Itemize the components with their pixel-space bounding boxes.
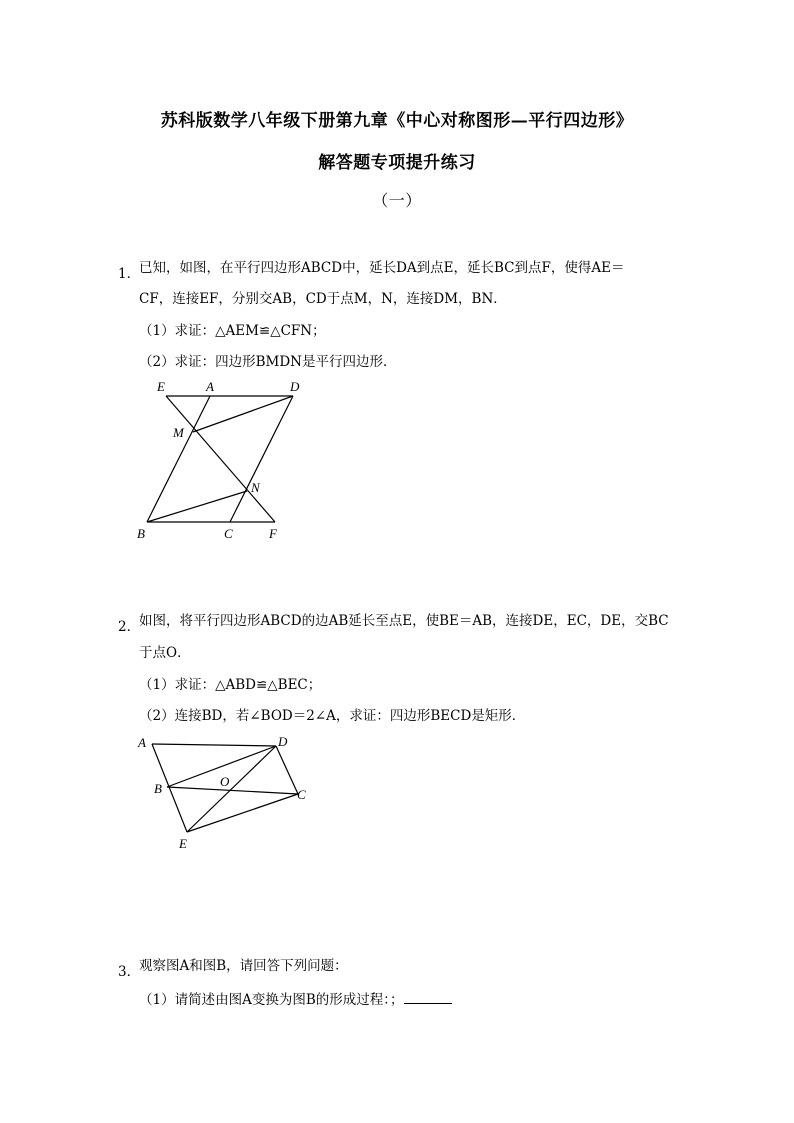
page-title: 苏科版数学八年级下册第九章《中心对称图形—平行四边形》 (160, 111, 634, 131)
point-label-o: O (220, 774, 230, 789)
segment-ad (152, 744, 276, 746)
point-label-e: E (157, 379, 165, 394)
problem-part: （1）求证：△AEM≌△CFN； (139, 323, 326, 339)
problem-part (139, 991, 452, 1008)
problem-number: 1． (118, 266, 141, 282)
segment-ec (187, 794, 298, 832)
point-label-a: A (206, 379, 214, 394)
point-label-e: E (179, 836, 187, 851)
problem-number: 3． (118, 964, 141, 980)
point-label-m: M (173, 425, 184, 440)
point-label-b: B (154, 781, 162, 796)
problem-part-text: （1）请简述由图A变换为图B的形成过程：； (139, 992, 404, 1008)
problem-part: （1）求证：△ABD≌△BEC； (139, 677, 322, 693)
point-label-c: C (224, 526, 233, 541)
figure-parallelogram-abcd-extended (130, 728, 330, 858)
figure-parallelogram-abcd (120, 370, 320, 550)
section-number: （一） (372, 191, 422, 210)
answer-blank[interactable] (404, 991, 452, 1004)
point-label-c: C (297, 787, 306, 802)
point-label-d: D (290, 379, 300, 394)
point-label-d: D (278, 734, 288, 749)
problem-text-line: 于点O． (139, 645, 191, 661)
segment-dc (276, 746, 298, 794)
page-subtitle: 解答题专项提升练习 (318, 153, 476, 173)
problem-text-line: 已知，如图，在平行四边形ABCD中，延长DA到点E，延长BC到点F，使得AE＝ (139, 260, 625, 276)
segment-ef (166, 396, 275, 522)
problem-text-line: 如图，将平行四边形ABCD的边AB延长至点E，使BE＝AB，连接DE，EC，DE，交BC (139, 613, 669, 629)
point-label-a: A (138, 735, 146, 750)
point-label-n: N (251, 480, 260, 495)
problem-part: （2）求证：四边形BMDN是平行四边形． (139, 354, 397, 370)
segment-ba (147, 396, 210, 522)
problem-number: 2． (118, 619, 141, 635)
point-label-f: F (269, 526, 277, 541)
problem-text-line: CF，连接EF，分别交AB，CD于点M，N，连接DM，BN． (139, 291, 507, 307)
problem-text-line: 观察图A和图B，请回答下列问题： (139, 958, 348, 974)
point-label-b: B (137, 526, 145, 541)
problem-part: （2）连接BD，若∠BOD＝2∠A，求证：四边形BECD是矩形． (139, 708, 526, 724)
